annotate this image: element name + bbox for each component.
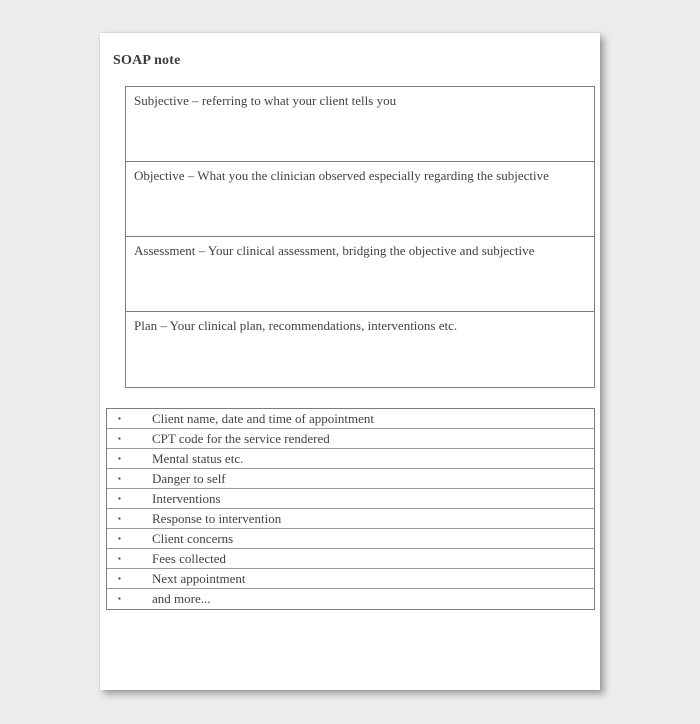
list-item-text: Next appointment <box>152 570 246 586</box>
bullet-icon: ▪ <box>118 553 121 563</box>
list-item <box>107 589 594 609</box>
list-item <box>107 469 594 489</box>
list-item-text: Mental status etc. <box>152 450 244 466</box>
soap-row-subjective <box>126 87 594 162</box>
soap-row-assessment-label: Assessment – Your clinical assessment, bridging the objective and subjective <box>134 243 535 258</box>
list-item <box>107 529 594 549</box>
list-item-text: Fees collected <box>152 550 226 566</box>
soap-row-plan <box>126 312 594 387</box>
bullet-icon: ▪ <box>118 573 121 583</box>
list-item <box>107 449 594 469</box>
list-item-text: Client concerns <box>152 530 234 546</box>
list-item <box>107 489 594 509</box>
soap-row-assessment <box>126 237 594 312</box>
bullet-icon: ▪ <box>118 493 121 503</box>
bullet-icon: ▪ <box>118 533 121 543</box>
list-item-text: Client name, date and time of appointment <box>152 410 375 426</box>
soap-row-objective-label: Objective – What you the clinician observed especially regarding the subjective <box>134 168 549 183</box>
list-item-text: Danger to self <box>152 470 226 486</box>
bullet-icon: ▪ <box>118 413 121 423</box>
bullet-icon: ▪ <box>118 594 121 603</box>
soap-row-subjective-label: Subjective – referring to what your client tells you <box>134 93 397 108</box>
list-item <box>107 569 594 589</box>
page-title: SOAP note <box>113 53 181 68</box>
list-item-text: Response to intervention <box>152 510 282 526</box>
checklist-table <box>106 408 595 610</box>
list-item-text: Interventions <box>152 490 221 506</box>
list-item <box>107 549 594 569</box>
list-item-text: CPT code for the service rendered <box>152 430 330 446</box>
bullet-icon: ▪ <box>118 453 121 463</box>
soap-row-objective <box>126 162 594 237</box>
soap-table <box>125 86 595 388</box>
list-item <box>107 509 594 529</box>
list-item <box>107 429 594 449</box>
bullet-icon: ▪ <box>118 473 121 483</box>
bullet-icon: ▪ <box>118 513 121 523</box>
soap-row-plan-label: Plan – Your clinical plan, recommendations, interventions etc. <box>134 318 458 333</box>
bullet-icon: ▪ <box>118 433 121 443</box>
document-page <box>100 33 600 690</box>
list-item <box>107 409 594 429</box>
list-item-text: and more... <box>152 591 211 606</box>
